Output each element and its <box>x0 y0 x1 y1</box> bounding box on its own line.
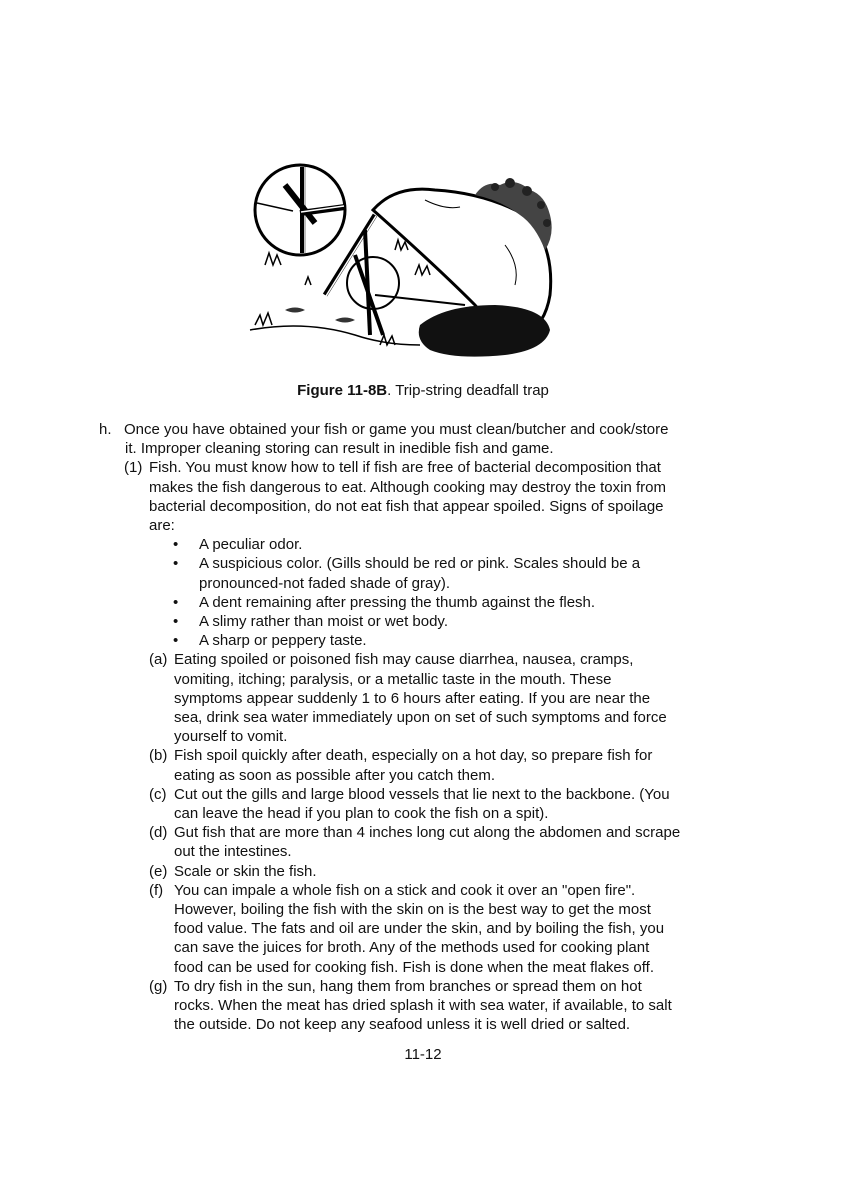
section-1-line: bacterial decomposition, do not eat fish that appear spoiled. Signs of spoilage <box>149 497 664 515</box>
subitem-line: symptoms appear suddenly 1 to 6 hours after eating. If you are near the <box>174 689 651 707</box>
subitem-line: can leave the head if you plan to cook the fish on a spit). <box>174 805 549 823</box>
subitem-line: Cut out the gills and large blood vessels that lie next to the backbone. (You <box>174 785 670 803</box>
subitem-line: eating as soon as possible after you catch them. <box>174 766 496 784</box>
subitem-line: vomiting, itching; paralysis, or a metallic taste in the mouth. These <box>174 670 612 688</box>
subitem-line: Fish spoil quickly after death, especially on a hot day, so prepare fish for <box>174 747 653 765</box>
page-number: 11-12 <box>404 1046 442 1063</box>
subitem-line: You can impale a whole fish on a stick and cook it over an "open fire". <box>174 881 636 899</box>
section-1-line: makes the fish dangerous to eat. Although cooking may destroy the toxin from <box>149 478 666 496</box>
deadfall-trap-illustration <box>245 155 565 377</box>
subitem-line: Scale or skin the fish. <box>174 862 317 880</box>
bullet-icon: • <box>173 613 179 631</box>
subitem-label: (g) <box>149 977 168 995</box>
subitem <box>149 881 735 977</box>
bullet-icon: • <box>173 632 179 650</box>
subitem-line: To dry fish in the sun, hang them from branches or spread them on hot <box>174 977 642 995</box>
bullet-icon: • <box>173 555 179 573</box>
subitem-line: food can be used for cooking fish. Fish is done when the meat flakes off. <box>174 958 655 976</box>
subitem-line: out the intestines. <box>174 843 292 861</box>
section-h-line: it. Improper cleaning storing can result in inedible fish and game. <box>125 440 554 458</box>
figure-label: Figure 11-8B <box>297 382 388 399</box>
section-1 <box>124 458 734 535</box>
subitem-label: (d) <box>149 824 168 842</box>
list-item: • A slimy rather than moist or wet body. <box>173 613 448 631</box>
subitem <box>149 823 735 861</box>
subitem <box>149 977 735 1035</box>
section-1-line: Fish. You must know how to tell if fish are free of bacterial decomposition that <box>149 459 661 477</box>
section-h <box>0 420 846 458</box>
subitem-line: yourself to vomit. <box>174 728 288 746</box>
list-item: • A suspicious color. (Gills should be red or pink. Scales should be a pronounced-not faded shade of gray). <box>173 555 641 592</box>
subitem-line: the outside. Do not keep any seafood unless it is well dried or salted. <box>174 1016 631 1034</box>
subitem-label: (b) <box>149 747 168 765</box>
list-item: • A sharp or peppery taste. <box>173 632 367 650</box>
subitem <box>149 746 735 784</box>
subitem-label: (f) <box>149 881 164 899</box>
section-1-label: (1) <box>124 459 143 477</box>
figure-caption <box>0 381 846 400</box>
spoilage-signs-list <box>0 535 846 650</box>
section-h-line: Once you have obtained your fish or game you must clean/butcher and cook/store <box>124 421 669 438</box>
subitem-line: food value. The fats and oil are under the skin, and by boiling the fish, you <box>174 920 665 938</box>
figure-caption-text: . Trip-string deadfall trap <box>387 382 549 399</box>
subitem-label: (c) <box>149 785 167 803</box>
subitem-label: (e) <box>149 862 168 880</box>
list-item: • A dent remaining after pressing the thumb against the flesh. <box>173 593 596 611</box>
bullet-icon: • <box>173 536 179 554</box>
subitem-line: rocks. When the meat has dried splash it with sea water, if available, to salt <box>174 997 672 1015</box>
subitem-line: sea, drink sea water immediately upon on set of such symptoms and force <box>174 709 667 727</box>
subitem-line: Gut fish that are more than 4 inches long cut along the abdomen and scrape <box>174 824 681 842</box>
list-item: • A peculiar odor. <box>173 536 303 554</box>
subitem-line: can save the juices for broth. Any of the methods used for cooking plant <box>174 939 650 957</box>
subitem-line: However, boiling the fish with the skin on is the best way to get the most <box>174 901 651 919</box>
bullet-icon: • <box>173 593 179 611</box>
subitem <box>149 785 735 823</box>
subitem-line: Eating spoiled or poisoned fish may cause diarrhea, nausea, cramps, <box>174 651 634 669</box>
subitem <box>149 650 735 746</box>
section-1-line: are: <box>149 517 175 535</box>
subitem-label: (a) <box>149 651 168 669</box>
body-text <box>0 420 846 1035</box>
subitem <box>149 862 735 881</box>
section-h-label: h. <box>99 421 112 438</box>
